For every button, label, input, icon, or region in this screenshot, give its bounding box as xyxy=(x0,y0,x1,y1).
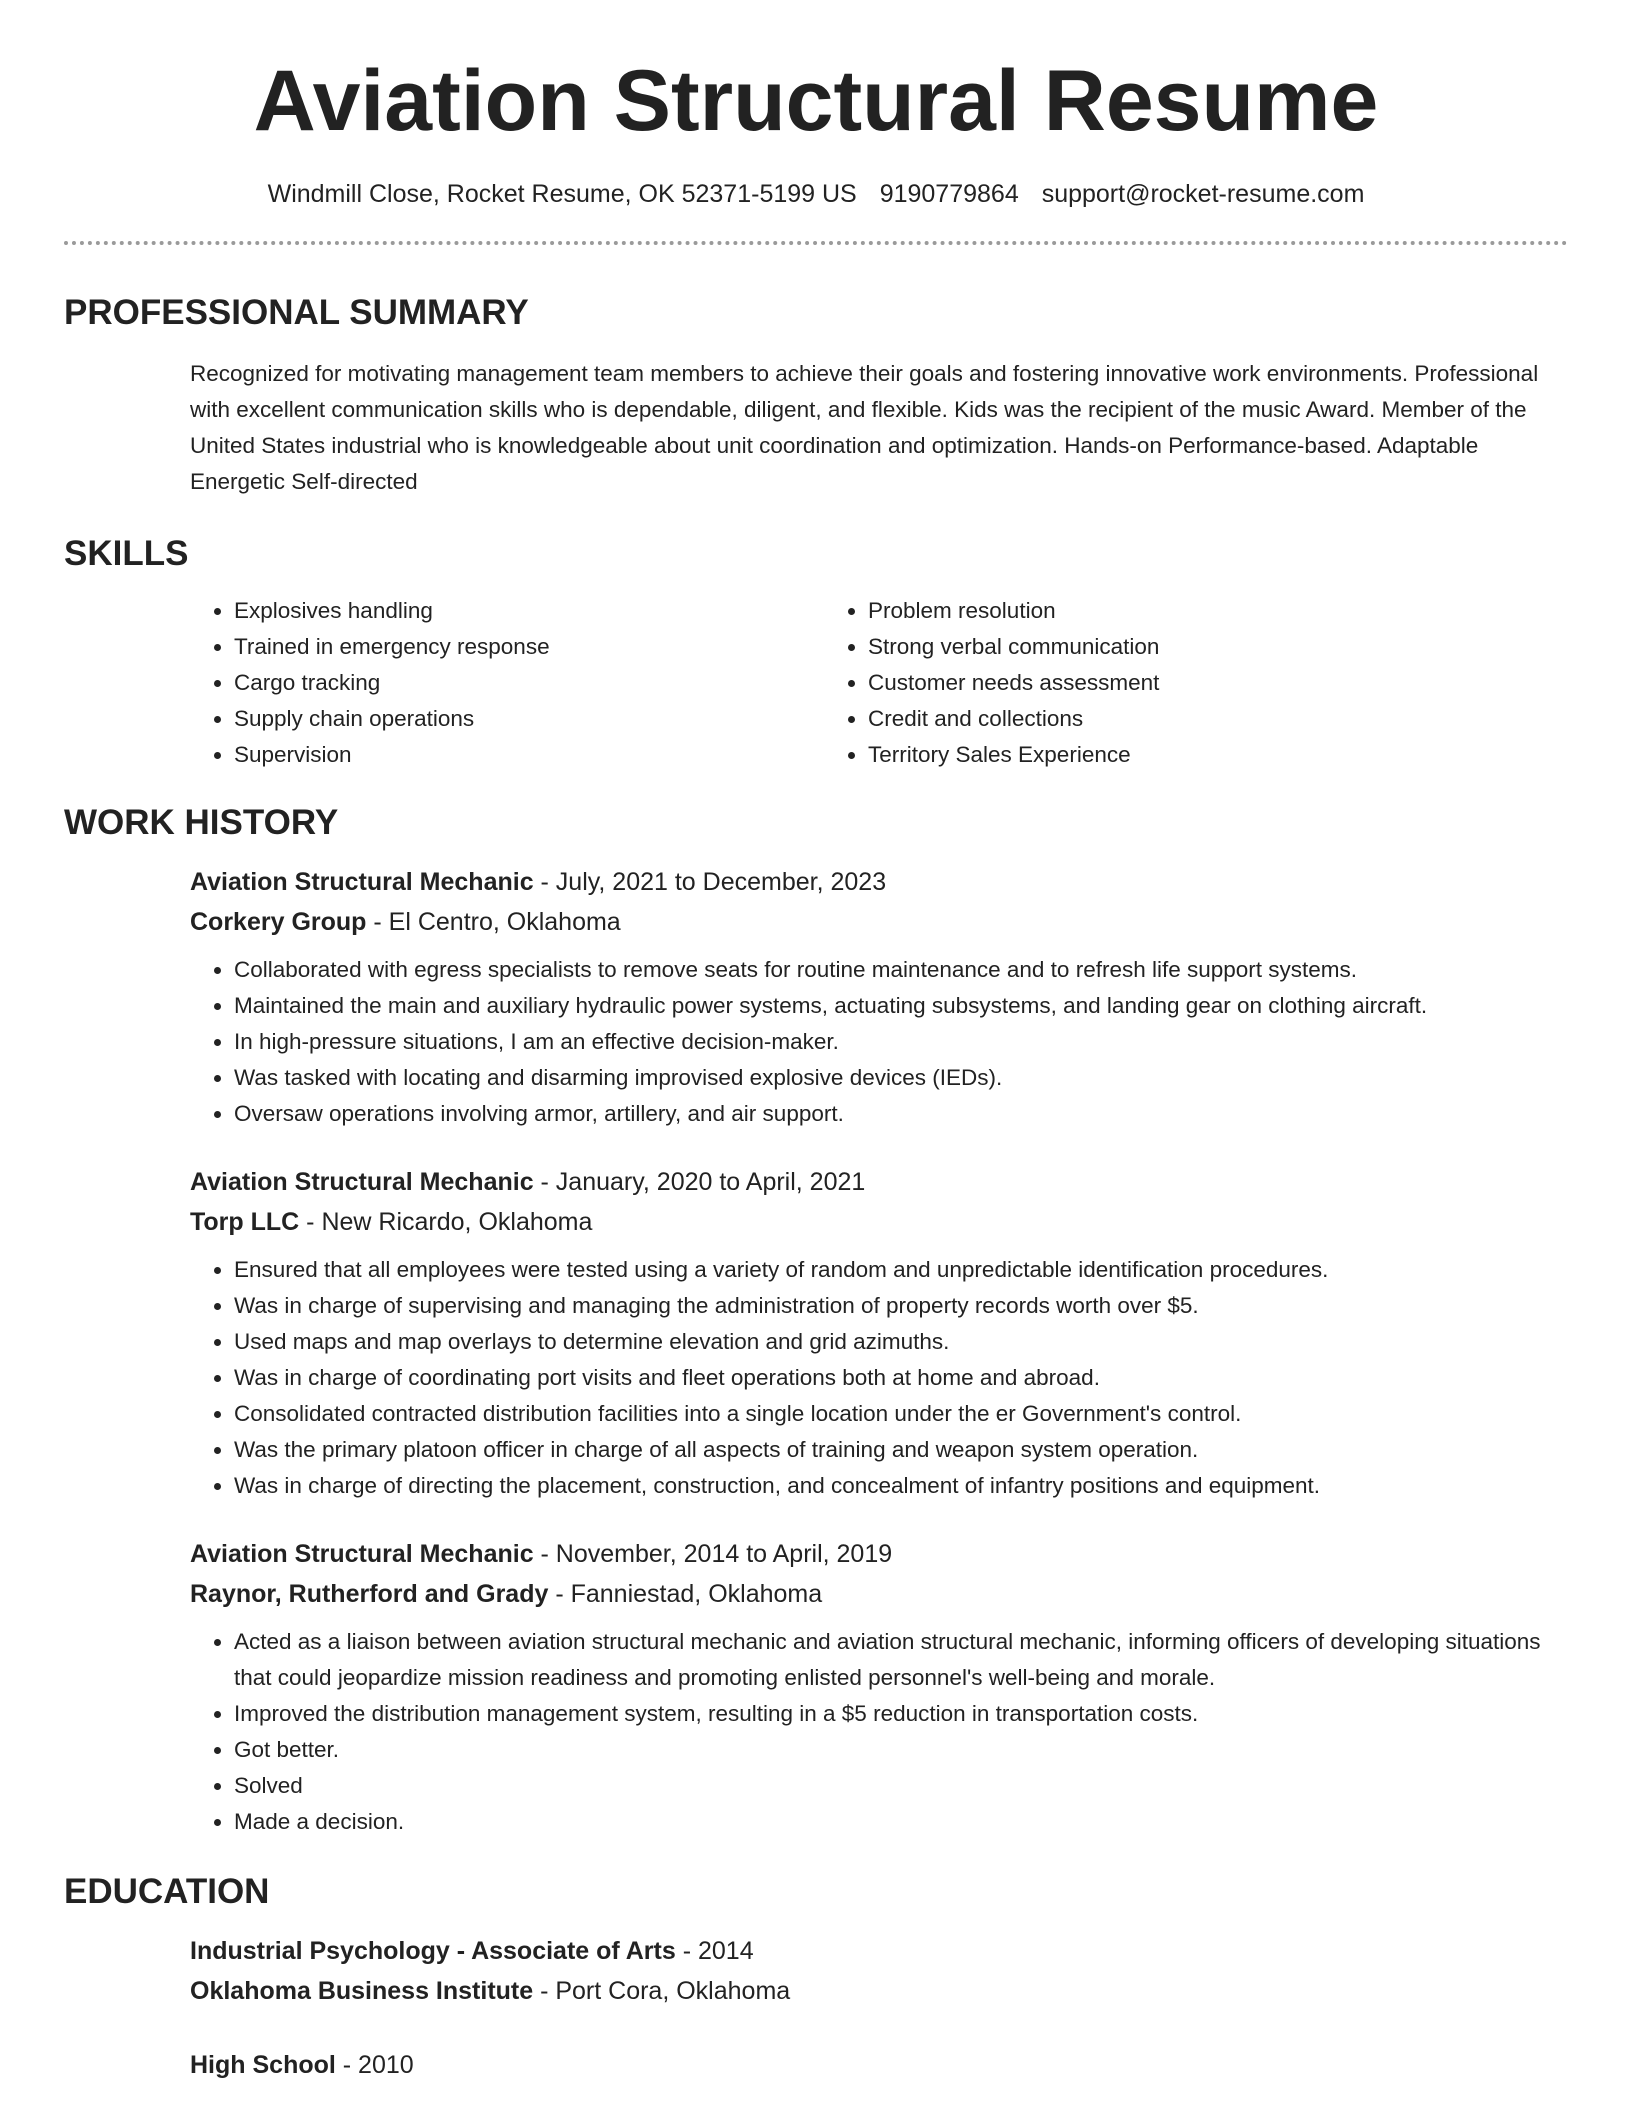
education-degree: Industrial Psychology - Associate of Arts xyxy=(190,1937,676,1965)
job-dates: - November, 2014 to April, 2019 xyxy=(533,1540,893,1568)
skill-item: • Problem resolution xyxy=(868,593,1458,629)
education-location: - Port Cora, Oklahoma xyxy=(533,1977,791,2005)
job-title-line xyxy=(190,862,1568,902)
job-company-line xyxy=(190,1202,1568,1242)
job-title-line xyxy=(190,1534,1568,1574)
summary-heading: PROFESSIONAL SUMMARY xyxy=(64,293,529,332)
job-bullet: • Made a decision. xyxy=(234,1804,1568,1840)
skill-item: • Strong verbal communication xyxy=(868,629,1458,665)
education-year: - 2010 xyxy=(335,2051,414,2079)
education-degree: High School xyxy=(190,2051,336,2079)
contact-email: support@rocket-resume.com xyxy=(1041,180,1365,208)
job-bullet: • Was in charge of coordinating port visits and fleet operations both at home and abroad. xyxy=(234,1360,1568,1396)
job-location: - El Centro, Oklahoma xyxy=(366,908,621,936)
job-dates: - July, 2021 to December, 2023 xyxy=(533,868,887,896)
job-dates: - January, 2020 to April, 2021 xyxy=(533,1168,866,1196)
job-bullet: • Was tasked with locating and disarming improvised explosive devices (IEDs). xyxy=(234,1060,1568,1096)
skills-grid xyxy=(190,593,1568,773)
job-title: Aviation Structural Mechanic xyxy=(190,1540,534,1568)
skills-section xyxy=(64,536,1568,773)
work-history-heading: WORK HISTORY xyxy=(64,803,339,842)
job-bullet: • Oversaw operations involving armor, artillery, and air support. xyxy=(234,1096,1568,1132)
work-history-section xyxy=(64,805,1568,1840)
skills-list-left xyxy=(190,593,824,773)
skill-item: • Credit and collections xyxy=(868,701,1458,737)
job-entry xyxy=(190,862,1568,1132)
job-bullet: • In high-pressure situations, I am an effective decision-maker. xyxy=(234,1024,1568,1060)
contact-address: Windmill Close, Rocket Resume, OK 52371-5199 US xyxy=(267,180,857,208)
job-company: Corkery Group xyxy=(190,908,367,936)
job-bullet: • Collaborated with egress specialists to remove seats for routine maintenance and to refresh life support systems. xyxy=(234,952,1568,988)
job-bullet: • Acted as a liaison between aviation structural mechanic and aviation structural mechanic, informing officers of developing situations that could jeopardize mission readiness and promoting enlisted personnel's well-being and morale. xyxy=(234,1624,1568,1696)
job-bullet: • Got better. xyxy=(234,1732,1568,1768)
job-bullet: • Used maps and map overlays to determine elevation and grid azimuths. xyxy=(234,1324,1568,1360)
education-entry xyxy=(190,2045,1568,2085)
job-title-line xyxy=(190,1162,1568,1202)
summary-section xyxy=(64,295,1568,500)
job-company-line xyxy=(190,1574,1568,1614)
job-bullet: • Ensured that all employees were tested using a variety of random and unpredictable identification procedures. xyxy=(234,1252,1568,1288)
summary-text: Recognized for motivating management team members to achieve their goals and fostering innovative work environments. Professional with excellent communication skills who is dependable, diligent, and flexible. Kids was the recipient of the music Award. Member of the United States industrial who is knowledgeable about unit coordination and optimization. Hands-on Performance-based. Adaptable Energetic Self-directed xyxy=(190,361,1539,494)
job-company-line xyxy=(190,902,1568,942)
job-company: Raynor, Rutherford and Grady xyxy=(190,1580,549,1608)
education-school: Oklahoma Business Institute xyxy=(190,1977,534,2005)
header-divider xyxy=(64,241,1568,245)
education-entry xyxy=(190,1931,1568,2011)
job-title: Aviation Structural Mechanic xyxy=(190,868,534,896)
education-section xyxy=(64,1874,1568,2085)
job-bullet: • Maintained the main and auxiliary hydraulic power systems, actuating subsystems, and landing gear on clothing aircraft. xyxy=(234,988,1568,1024)
resume-name-heading: Aviation Structural Resume xyxy=(253,53,1379,149)
job-bullet: • Solved xyxy=(234,1768,1568,1804)
education-degree-line xyxy=(190,1931,1568,1971)
job-bullets xyxy=(190,952,1568,1132)
job-bullet: • Was in charge of directing the placement, construction, and concealment of infantry positions and equipment. xyxy=(234,1468,1568,1504)
skills-list-right xyxy=(824,593,1458,773)
education-school-line xyxy=(190,1971,1568,2011)
job-bullet: • Improved the distribution management system, resulting in a $5 reduction in transportation costs. xyxy=(234,1696,1568,1732)
job-location: - New Ricardo, Oklahoma xyxy=(299,1208,593,1236)
education-year: - 2014 xyxy=(675,1937,754,1965)
job-company: Torp LLC xyxy=(190,1208,300,1236)
job-bullet: • Consolidated contracted distribution facilities into a single location under the er Government's control. xyxy=(234,1396,1568,1432)
job-entry xyxy=(190,1162,1568,1504)
skill-item: • Trained in emergency response xyxy=(234,629,824,665)
job-location: - Fanniestad, Oklahoma xyxy=(548,1580,823,1608)
skill-item: • Territory Sales Experience xyxy=(868,737,1458,773)
skill-item: • Cargo tracking xyxy=(234,665,824,701)
skill-item: • Supply chain operations xyxy=(234,701,824,737)
skill-item: • Supervision xyxy=(234,737,824,773)
contact-line xyxy=(64,182,1568,207)
job-title: Aviation Structural Mechanic xyxy=(190,1168,534,1196)
job-bullets xyxy=(190,1624,1568,1840)
job-bullets xyxy=(190,1252,1568,1504)
skill-item: • Customer needs assessment xyxy=(868,665,1458,701)
skill-item: • Explosives handling xyxy=(234,593,824,629)
job-bullet: • Was in charge of supervising and managing the administration of property records worth over $5. xyxy=(234,1288,1568,1324)
skills-heading: SKILLS xyxy=(64,534,189,573)
education-heading: EDUCATION xyxy=(64,1872,270,1911)
resume-page xyxy=(64,0,1568,2085)
job-bullet: • Was the primary platoon officer in charge of all aspects of training and weapon system operation. xyxy=(234,1432,1568,1468)
contact-phone: 9190779864 xyxy=(879,180,1019,208)
education-degree-line xyxy=(190,2045,1568,2085)
job-entry xyxy=(190,1534,1568,1840)
